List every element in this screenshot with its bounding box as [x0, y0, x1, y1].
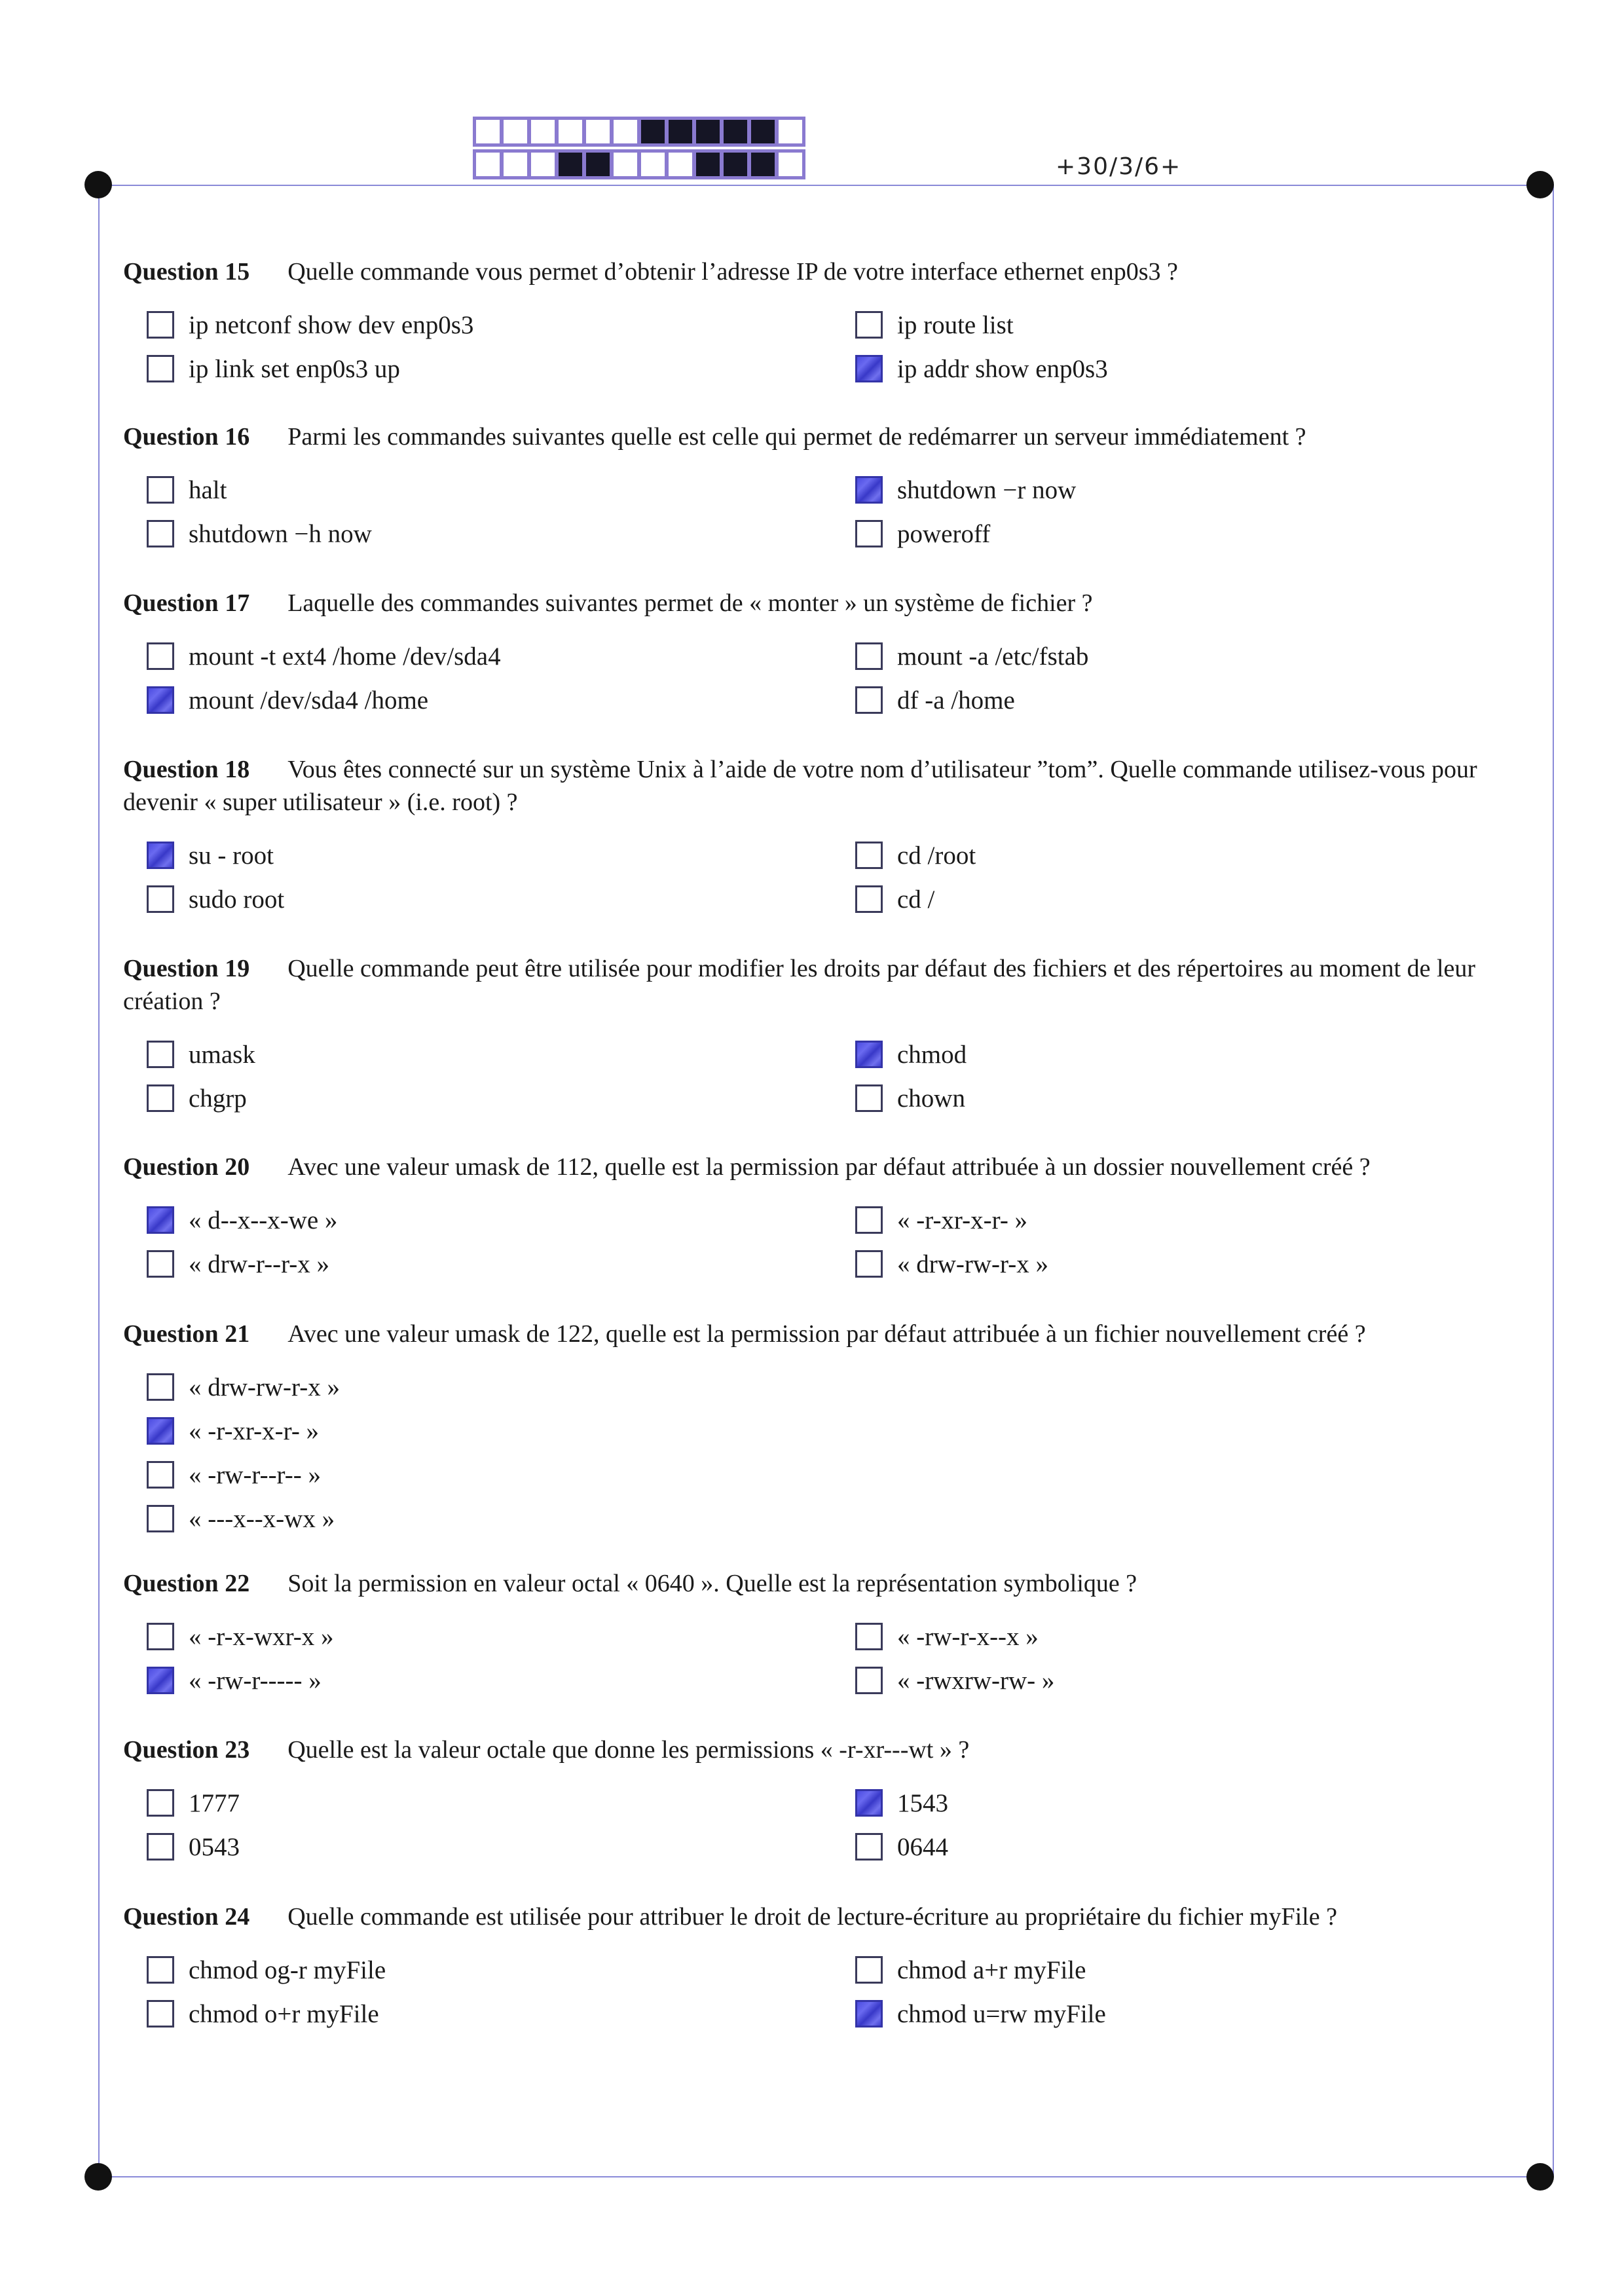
answer-label: chmod [897, 1040, 967, 1069]
answer-label: « -rwxrw-rw- » [897, 1666, 1055, 1695]
answer-option[interactable] [855, 1994, 1106, 2033]
code-cell [749, 118, 777, 145]
checkbox[interactable] [147, 1373, 174, 1401]
question-block [123, 587, 1531, 724]
answer-option[interactable] [147, 1244, 329, 1284]
answer-options [123, 1035, 1531, 1122]
question-prompt: Avec une valeur umask de 122, quelle est la permission par défaut attribuée à un fichier nouvellement créé ? [287, 1320, 1366, 1348]
answer-label: « drw-rw-r-x » [897, 1250, 1048, 1278]
checkbox[interactable] [147, 1833, 174, 1861]
question-number: Question 20 [123, 1153, 250, 1181]
answer-option[interactable] [147, 349, 400, 388]
answer-option[interactable] [147, 1200, 337, 1240]
checkbox[interactable] [147, 1956, 174, 1984]
code-cell [557, 151, 584, 178]
question-number: Question 21 [123, 1320, 250, 1348]
answer-option[interactable] [147, 514, 372, 553]
checkbox-checked[interactable] [855, 2000, 883, 2028]
question-number: Question 22 [123, 1570, 250, 1597]
answer-label: 1543 [897, 1788, 948, 1817]
code-cell [502, 118, 529, 145]
answer-label: chmod og-r myFile [189, 1955, 386, 1984]
question-block [123, 1151, 1531, 1288]
question-text [123, 1151, 1531, 1183]
code-cell [777, 118, 804, 145]
checkbox-checked[interactable] [147, 1206, 174, 1234]
answer-option[interactable] [855, 1661, 1054, 1700]
checkbox[interactable] [147, 311, 174, 339]
checkbox[interactable] [855, 1206, 883, 1234]
code-cell [694, 118, 722, 145]
answer-option[interactable] [147, 1079, 247, 1118]
code-cell [584, 118, 612, 145]
checkbox[interactable] [147, 1250, 174, 1278]
question-text [123, 1567, 1531, 1600]
sheet-id: +30/3/6+ [1056, 153, 1182, 180]
checkbox-checked[interactable] [855, 476, 883, 504]
question-text [123, 1318, 1531, 1350]
answer-label: shutdown −h now [189, 519, 372, 548]
checkbox[interactable] [147, 1461, 174, 1489]
answer-option[interactable] [855, 836, 976, 875]
answer-option[interactable] [855, 1783, 948, 1823]
question-text [123, 753, 1531, 819]
answer-option[interactable] [147, 1994, 379, 2033]
answer-label: 0644 [897, 1832, 948, 1861]
answer-option[interactable] [147, 1411, 319, 1451]
answer-option[interactable] [147, 1455, 321, 1494]
answer-label: shutdown −r now [897, 475, 1077, 504]
answer-option[interactable] [147, 470, 227, 509]
code-cell [474, 151, 502, 178]
answer-option[interactable] [147, 637, 501, 676]
answer-label: « -rw-r----- » [189, 1666, 322, 1695]
question-text [123, 1900, 1531, 1933]
checkbox[interactable] [147, 1789, 174, 1817]
checkbox[interactable] [147, 1084, 174, 1112]
answer-option[interactable] [147, 1661, 322, 1700]
answer-options [123, 470, 1531, 558]
registration-mark-top-left [84, 171, 112, 198]
code-cell [667, 118, 694, 145]
answer-option[interactable] [855, 1617, 1039, 1656]
question-block [123, 1567, 1531, 1705]
checkbox[interactable] [855, 1667, 883, 1694]
answer-label: chown [897, 1084, 965, 1113]
question-block [123, 255, 1531, 393]
answer-option[interactable] [855, 680, 1015, 720]
code-cell [667, 151, 694, 178]
answer-label: « -rw-r-x--x » [897, 1622, 1039, 1651]
code-cell [749, 151, 777, 178]
answer-option[interactable] [855, 1827, 948, 1866]
code-cell [639, 151, 667, 178]
code-cell [474, 118, 502, 145]
sheet-code-bar-2 [473, 149, 805, 179]
code-cell [529, 118, 557, 145]
answer-label: « drw-r--r-x » [189, 1250, 330, 1278]
checkbox[interactable] [855, 642, 883, 670]
question-number: Question 16 [123, 423, 250, 451]
checkbox-checked[interactable] [855, 1789, 883, 1817]
answer-label: « -rw-r--r-- » [189, 1460, 321, 1489]
answer-option[interactable] [855, 880, 934, 919]
checkbox[interactable] [855, 842, 883, 869]
answer-options [123, 836, 1531, 923]
answer-option[interactable] [855, 1244, 1048, 1284]
question-block [123, 1900, 1531, 2038]
answer-label: mount -t ext4 /home /dev/sda4 [189, 642, 501, 671]
question-block [123, 420, 1531, 558]
answer-label: 0543 [189, 1832, 240, 1861]
answer-label: poweroff [897, 519, 991, 548]
answer-label: ip addr show enp0s3 [897, 354, 1108, 383]
registration-mark-bottom-left [84, 2163, 112, 2191]
answer-label: sudo root [189, 885, 285, 914]
answer-label: « ---x--x-wx » [189, 1504, 335, 1533]
answer-option[interactable] [147, 836, 274, 875]
question-number: Question 18 [123, 756, 250, 783]
checkbox-checked[interactable] [147, 1667, 174, 1694]
question-text [123, 1733, 1531, 1766]
question-prompt: Quelle commande est utilisée pour attribuer le droit de lecture-écriture au propriétaire du fichier myFile ? [287, 1903, 1337, 1931]
answer-option[interactable] [147, 1367, 340, 1407]
answer-label: « drw-rw-r-x » [189, 1373, 340, 1401]
code-cell [612, 118, 639, 145]
checkbox[interactable] [147, 1623, 174, 1650]
answer-option[interactable] [147, 305, 473, 344]
answer-options [123, 637, 1531, 724]
code-cell [694, 151, 722, 178]
question-number: Question 24 [123, 1903, 250, 1931]
answer-label: ip link set enp0s3 up [189, 354, 400, 383]
checkbox[interactable] [147, 476, 174, 504]
checkbox[interactable] [147, 1041, 174, 1068]
checkbox[interactable] [147, 520, 174, 547]
answer-label: mount -a /etc/fstab [897, 642, 1089, 671]
checkbox-checked[interactable] [147, 686, 174, 714]
code-cell [777, 151, 804, 178]
answer-option[interactable] [855, 514, 990, 553]
answer-option[interactable] [855, 470, 1076, 509]
answer-option[interactable] [147, 880, 284, 919]
question-prompt: Vous êtes connecté sur un système Unix à l’aide de votre nom d’utilisateur ”tom”. Quelle commande utilisez-vous pour devenir « super utilisateur » (i.e. root) ? [123, 756, 1477, 816]
answer-label: 1777 [189, 1788, 240, 1817]
checkbox[interactable] [147, 1505, 174, 1532]
answer-label: « d--x--x-we » [189, 1206, 338, 1234]
answer-label: mount /dev/sda4 /home [189, 686, 429, 714]
answer-option[interactable] [855, 305, 1014, 344]
answer-option[interactable] [855, 349, 1108, 388]
answer-label: df -a /home [897, 686, 1015, 714]
code-cell [722, 118, 749, 145]
checkbox[interactable] [855, 1623, 883, 1650]
checkbox-checked[interactable] [147, 842, 174, 869]
checkbox[interactable] [855, 311, 883, 339]
checkbox[interactable] [855, 1250, 883, 1278]
checkbox-checked[interactable] [147, 1417, 174, 1445]
answer-label: su - root [189, 841, 274, 870]
answer-options [123, 1783, 1531, 1871]
question-number: Question 23 [123, 1736, 250, 1764]
checkbox[interactable] [855, 885, 883, 913]
checkbox[interactable] [147, 885, 174, 913]
code-cell [584, 151, 612, 178]
answer-label: halt [189, 475, 227, 504]
answer-options [123, 1617, 1531, 1705]
question-text [123, 255, 1531, 288]
checkbox[interactable] [855, 1833, 883, 1861]
code-cell [502, 151, 529, 178]
answer-label: ip route list [897, 310, 1014, 339]
question-prompt: Avec une valeur umask de 112, quelle est la permission par défaut attribuée à un dossier nouvellement créé ? [287, 1153, 1371, 1181]
question-number: Question 19 [123, 955, 250, 982]
question-text [123, 420, 1531, 453]
question-block [123, 1733, 1531, 1871]
answer-label: chmod u=rw myFile [897, 1999, 1106, 2028]
answer-option[interactable] [855, 1200, 1027, 1240]
answer-label: umask [189, 1040, 255, 1069]
answer-option[interactable] [147, 1499, 335, 1538]
answer-label: « -r-xr-x-r- » [189, 1416, 320, 1445]
checkbox[interactable] [855, 1084, 883, 1112]
answer-options [123, 1950, 1531, 2038]
checkbox[interactable] [147, 2000, 174, 2028]
answer-option[interactable] [147, 1617, 334, 1656]
checkbox[interactable] [147, 355, 174, 382]
question-prompt: Parmi les commandes suivantes quelle est celle qui permet de redémarrer un serveur immédiatement ? [287, 423, 1306, 451]
checkbox-checked[interactable] [855, 1041, 883, 1068]
code-cell [529, 151, 557, 178]
answer-options [123, 1200, 1531, 1288]
answer-options [123, 305, 1531, 393]
answer-label: chmod a+r myFile [897, 1955, 1086, 1984]
registration-mark-top-right [1526, 171, 1554, 198]
question-prompt: Quelle commande vous permet d’obtenir l’adresse IP de votre interface ethernet enp0s3 ? [287, 258, 1178, 286]
question-prompt: Quelle commande peut être utilisée pour modifier les droits par défaut des fichiers et des répertoires au moment de leur création ? [123, 955, 1476, 1015]
question-text [123, 952, 1531, 1018]
answer-label: chmod o+r myFile [189, 1999, 379, 2028]
checkbox[interactable] [855, 1956, 883, 1984]
question-prompt: Quelle est la valeur octale que donne les permissions « -r-xr---wt » ? [287, 1736, 970, 1764]
code-cell [639, 118, 667, 145]
question-block [123, 1318, 1531, 1543]
answer-label: « -r-x-wxr-x » [189, 1622, 334, 1651]
code-cell [612, 151, 639, 178]
question-prompt: Laquelle des commandes suivantes permet de « monter » un système de fichier ? [287, 589, 1093, 617]
answer-option[interactable] [855, 637, 1088, 676]
checkbox[interactable] [855, 686, 883, 714]
question-block [123, 753, 1531, 923]
code-cell [722, 151, 749, 178]
checkbox[interactable] [855, 520, 883, 547]
question-number: Question 15 [123, 258, 250, 286]
answer-label: chgrp [189, 1084, 247, 1113]
registration-mark-bottom-right [1526, 2163, 1554, 2191]
answer-option[interactable] [855, 1035, 967, 1074]
answer-option[interactable] [855, 1950, 1086, 1990]
answer-label: « -r-xr-x-r- » [897, 1206, 1028, 1234]
answer-option[interactable] [855, 1079, 965, 1118]
checkbox[interactable] [147, 642, 174, 670]
answer-label: cd /root [897, 841, 976, 870]
answer-option[interactable] [147, 1827, 240, 1866]
answer-option[interactable] [147, 1783, 240, 1823]
answer-option[interactable] [147, 680, 428, 720]
question-number: Question 17 [123, 589, 250, 617]
answer-options [123, 1367, 1531, 1543]
question-text [123, 587, 1531, 620]
question-prompt: Soit la permission en valeur octal « 0640 ». Quelle est la représentation symbolique ? [287, 1570, 1137, 1597]
answer-option[interactable] [147, 1950, 386, 1990]
question-block [123, 952, 1531, 1122]
answer-label: ip netconf show dev enp0s3 [189, 310, 474, 339]
checkbox-checked[interactable] [855, 355, 883, 382]
sheet-code-bar-1 [473, 117, 805, 147]
answer-option[interactable] [147, 1035, 255, 1074]
answer-label: cd / [897, 885, 935, 914]
code-cell [557, 118, 584, 145]
